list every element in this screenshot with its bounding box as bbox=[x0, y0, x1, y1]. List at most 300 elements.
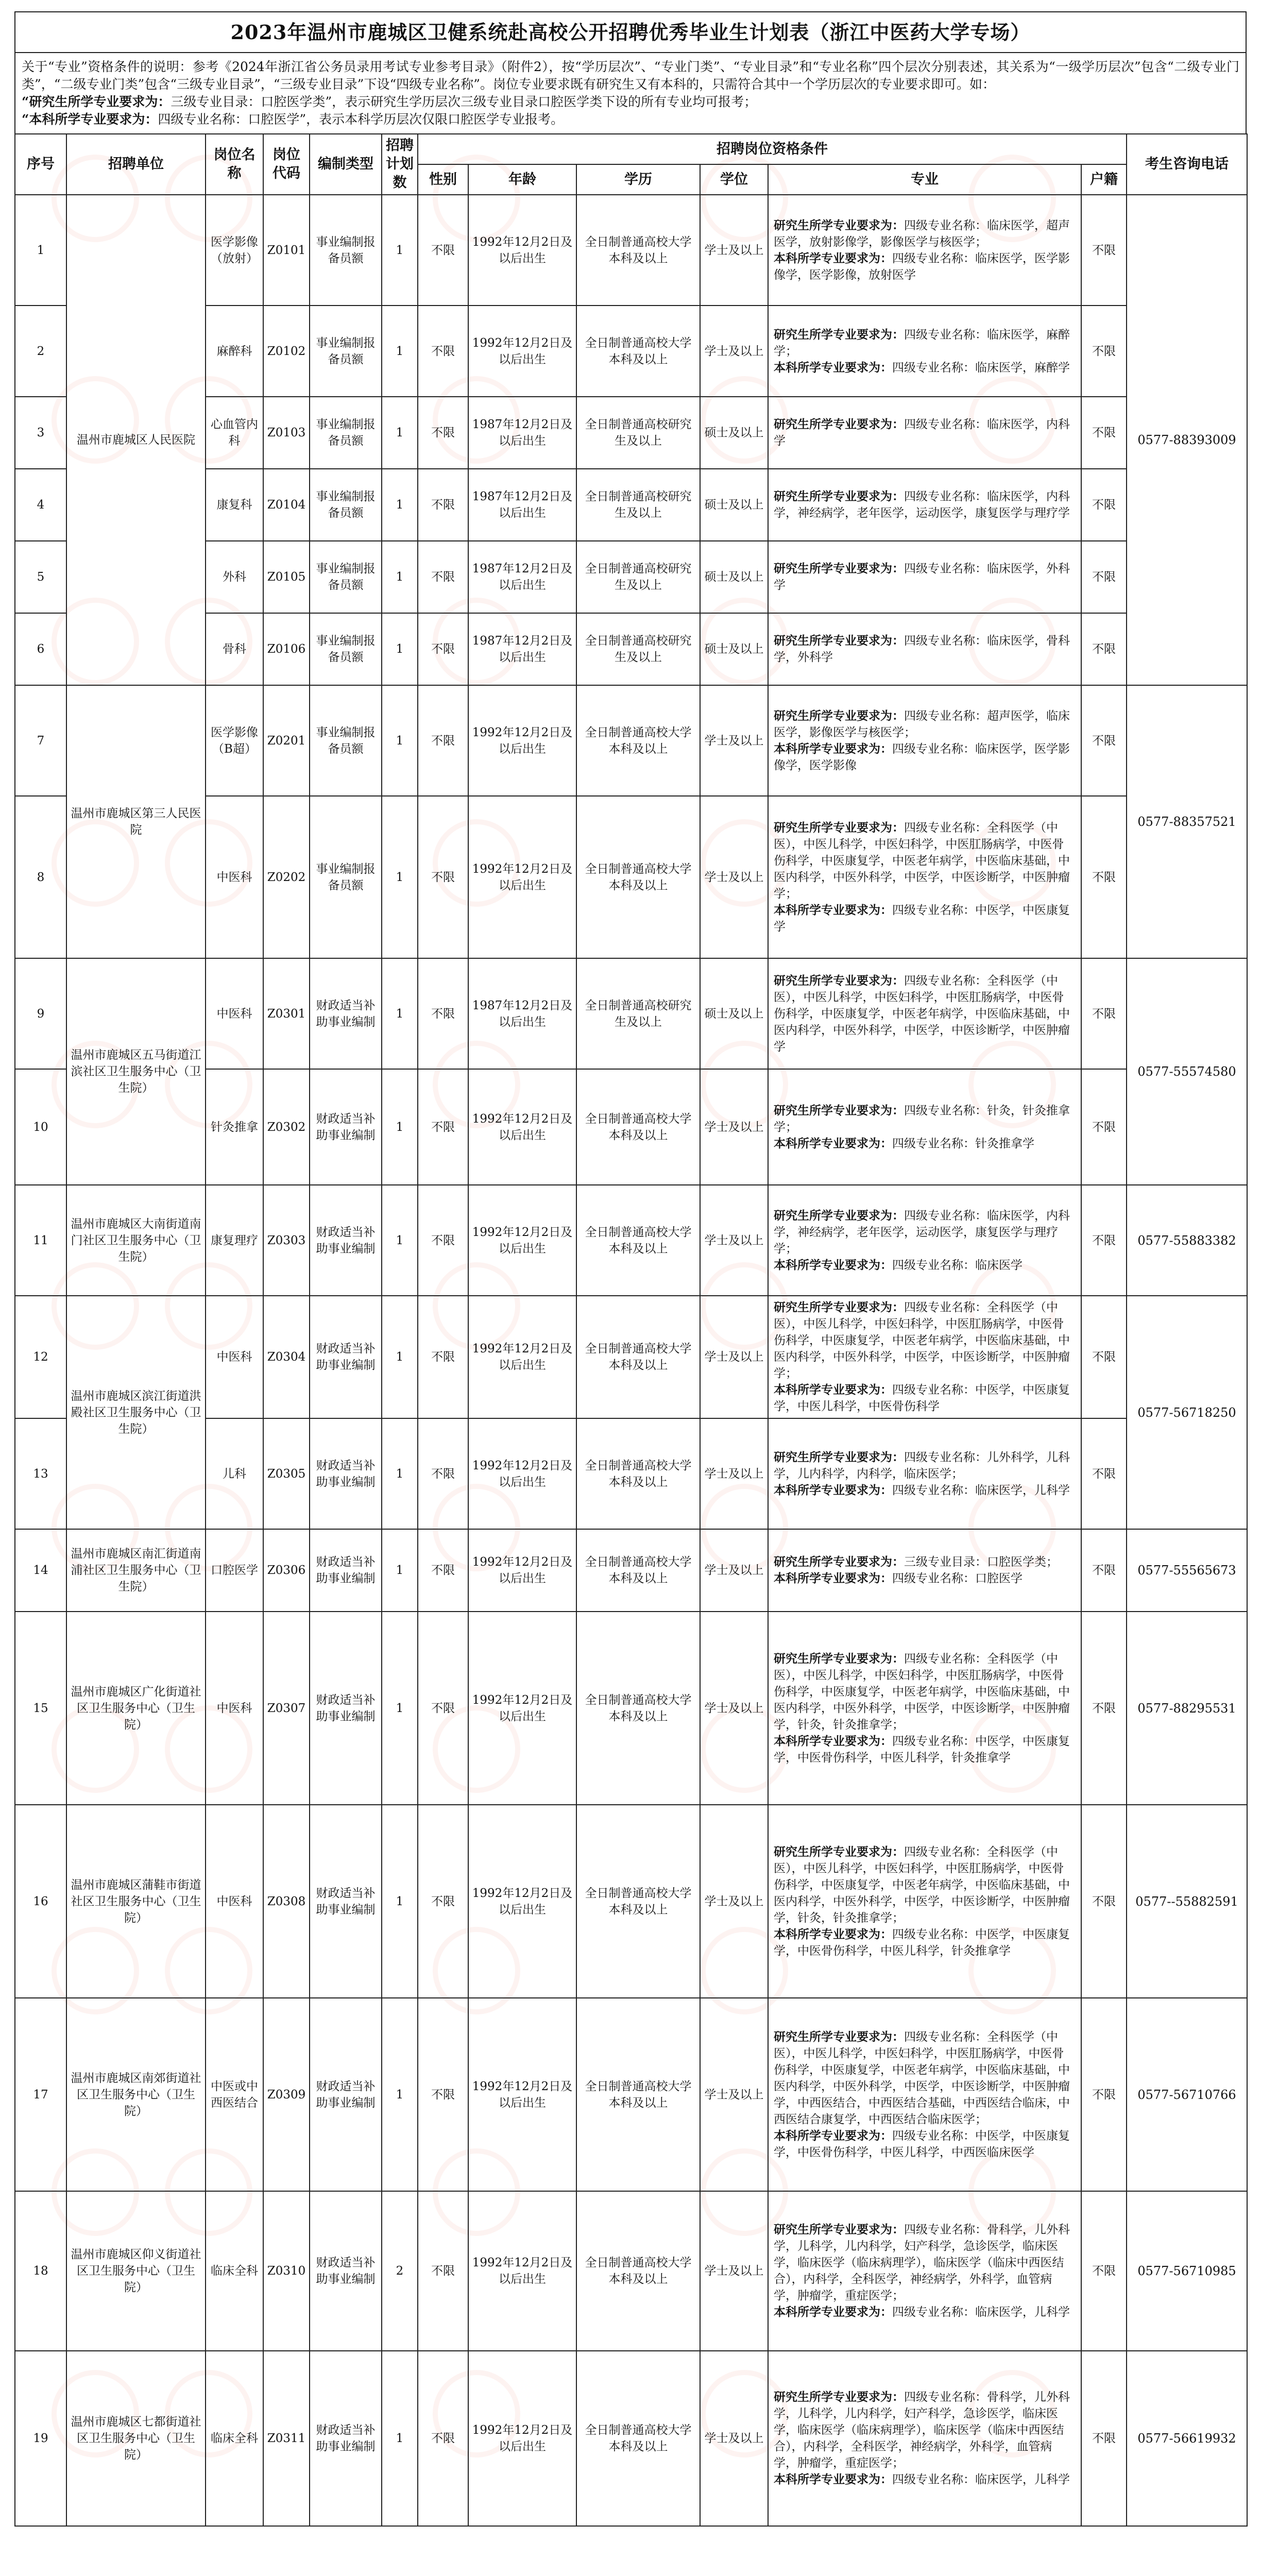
grad-major-label: 研究生所学专业要求为： bbox=[774, 562, 904, 575]
cell-staff-type: 财政适当补助事业编制 bbox=[310, 1069, 382, 1185]
cell-hukou: 不限 bbox=[1081, 613, 1127, 685]
cell-degree: 学士及以上 bbox=[700, 685, 768, 796]
cell-plan: 1 bbox=[382, 796, 418, 958]
cell-hukou: 不限 bbox=[1081, 306, 1127, 397]
cell-post-code: Z0102 bbox=[263, 306, 310, 397]
cell-post-name: 临床全科 bbox=[206, 2351, 263, 2526]
ug-major-text: 四级专业名称：临床医学，儿科学 bbox=[892, 2473, 1070, 2486]
cell-education: 全日制普通高校大学本科及以上 bbox=[576, 1185, 700, 1296]
notes-line-3-label: “本科所学专业要求为： bbox=[22, 112, 158, 127]
cell-staff-type: 事业编制报备员额 bbox=[310, 469, 382, 541]
cell-staff-type: 财政适当补助事业编制 bbox=[310, 958, 382, 1069]
notes-line-1: 关于“专业”资格条件的说明：参考《2024年浙江省公务员录用考试专业参考目录》（附件2），按“学历层次”、“专业门类”、“专业目录”和“专业名称”四个层次分别表述，其关系为“一级学历层次”包含“二级专业门类”，“二级专业门类”包含“三级专业目录”，“三级专业目录”下设“四级专业名称”。岗位专业要求既有研究生又有本科的，只需符合其中一个学历层次的专业要求即可。如： bbox=[22, 59, 1239, 92]
ug-major-text: 四级专业名称：口腔医学 bbox=[892, 1572, 1023, 1585]
ug-major-text: 四级专业名称：针灸推拿学 bbox=[892, 1137, 1034, 1150]
document-title: 2023年温州市鹿城区卫健系统赴高校公开招聘优秀毕业生计划表（浙江中医药大学专场） bbox=[14, 11, 1247, 52]
cell-plan: 1 bbox=[382, 958, 418, 1069]
cell-major bbox=[768, 1529, 1081, 1612]
grad-major-text: 四级专业名称：临床医学，麻醉学； bbox=[774, 328, 1070, 358]
cell-age: 1992年12月2日及以后出生 bbox=[468, 2351, 576, 2526]
cell-age: 1992年12月2日及以后出生 bbox=[468, 195, 576, 306]
grad-major-label: 研究生所学专业要求为： bbox=[774, 634, 904, 648]
cell-age: 1992年12月2日及以后出生 bbox=[468, 1418, 576, 1529]
grad-major-label: 研究生所学专业要求为： bbox=[774, 1450, 904, 1464]
cell-hukou: 不限 bbox=[1081, 1805, 1127, 1998]
cell-seq: 2 bbox=[15, 306, 66, 397]
cell-post-code: Z0302 bbox=[263, 1069, 310, 1185]
cell-plan: 1 bbox=[382, 1529, 418, 1612]
grad-major-label: 研究生所学专业要求为： bbox=[774, 708, 904, 723]
cell-degree: 硕士及以上 bbox=[700, 613, 768, 685]
cell-hukou: 不限 bbox=[1081, 1529, 1127, 1612]
cell-unit: 温州市鹿城区第三人民医院 bbox=[66, 685, 206, 958]
grad-major-text: 四级专业名称：临床医学，内科学，神经病学，老年医学，运动医学，康复医学与理疗学； bbox=[774, 1209, 1070, 1256]
cell-hukou: 不限 bbox=[1081, 2191, 1127, 2351]
header-age: 年龄 bbox=[468, 164, 576, 195]
table-row bbox=[15, 1805, 1247, 1998]
cell-unit: 温州市鹿城区滨江街道洪殿社区卫生服务中心（卫生院） bbox=[66, 1296, 206, 1529]
cell-education: 全日制普通高校研究生及以上 bbox=[576, 958, 700, 1069]
cell-degree: 硕士及以上 bbox=[700, 469, 768, 541]
grad-major-label: 研究生所学专业要求为： bbox=[774, 1103, 904, 1117]
ug-major-label: 本科所学专业要求为： bbox=[774, 360, 892, 375]
cell-major bbox=[768, 1805, 1081, 1998]
grad-major-text: 四级专业名称：全科医学（中医），中医儿科学，中医妇科学，中医肛肠病学，中医骨伤科学，中医康复学，中医老年病学，中医临床基础，中医内科学，中医外科学，中医学，中医诊断学，中医肿瘤学，中西医结合，中西医结合基础，中西医结合临床，中西医结合康复学，中西医结合临床医学； bbox=[774, 2030, 1070, 2126]
cell-gender: 不限 bbox=[418, 541, 468, 613]
cell-education: 全日制普通高校大学本科及以上 bbox=[576, 195, 700, 306]
cell-staff-type: 财政适当补助事业编制 bbox=[310, 1612, 382, 1805]
notes-line-2 bbox=[22, 93, 1239, 111]
cell-post-name: 麻醉科 bbox=[206, 306, 263, 397]
grad-major-label: 研究生所学专业要求为： bbox=[774, 1300, 904, 1314]
cell-age: 1992年12月2日及以后出生 bbox=[468, 1069, 576, 1185]
document-page bbox=[14, 11, 1247, 2527]
cell-post-name: 骨科 bbox=[206, 613, 263, 685]
cell-degree: 学士及以上 bbox=[700, 796, 768, 958]
cell-post-code: Z0309 bbox=[263, 1998, 310, 2191]
cell-plan: 1 bbox=[382, 195, 418, 306]
cell-staff-type: 财政适当补助事业编制 bbox=[310, 2191, 382, 2351]
table-row bbox=[15, 685, 1247, 796]
cell-post-code: Z0101 bbox=[263, 195, 310, 306]
cell-gender: 不限 bbox=[418, 1418, 468, 1529]
grad-major-text: 四级专业名称：骨科学，儿外科学，儿科学，儿内科学，妇产科学，急诊医学，临床医学，临床医学（临床病理学），临床医学（临床中西医结合），内科学，全科医学，神经病学，外科学，血管病学，肿瘤学，重症医学； bbox=[774, 2391, 1070, 2470]
ug-major-label: 本科所学专业要求为： bbox=[774, 903, 892, 917]
cell-post-name: 中医科 bbox=[206, 1805, 263, 1998]
ug-major-text: 四级专业名称：中医学，中医康复学 bbox=[774, 903, 1070, 934]
cell-degree: 学士及以上 bbox=[700, 1418, 768, 1529]
grad-major-text: 四级专业名称：临床医学，骨科学，外科学 bbox=[774, 634, 1070, 664]
header-plan: 招聘计划数 bbox=[382, 134, 418, 195]
cell-post-code: Z0201 bbox=[263, 685, 310, 796]
cell-age: 1987年12月2日及以后出生 bbox=[468, 397, 576, 469]
cell-education: 全日制普通高校大学本科及以上 bbox=[576, 685, 700, 796]
cell-seq: 12 bbox=[15, 1296, 66, 1418]
cell-staff-type: 事业编制报备员额 bbox=[310, 541, 382, 613]
cell-seq: 14 bbox=[15, 1529, 66, 1612]
cell-gender: 不限 bbox=[418, 397, 468, 469]
cell-gender: 不限 bbox=[418, 306, 468, 397]
header-unit: 招聘单位 bbox=[66, 134, 206, 195]
cell-degree: 硕士及以上 bbox=[700, 541, 768, 613]
grad-major-text: 四级专业名称：临床医学，外科学 bbox=[774, 562, 1070, 592]
cell-hukou: 不限 bbox=[1081, 1612, 1127, 1805]
grad-major-label: 研究生所学专业要求为： bbox=[774, 973, 904, 988]
table-row bbox=[15, 1185, 1247, 1296]
cell-degree: 学士及以上 bbox=[700, 1296, 768, 1418]
cell-staff-type: 事业编制报备员额 bbox=[310, 685, 382, 796]
ug-major-label: 本科所学专业要求为： bbox=[774, 2128, 892, 2143]
recruitment-table bbox=[14, 133, 1248, 2527]
cell-degree: 学士及以上 bbox=[700, 1069, 768, 1185]
cell-phone: 0577-56710766 bbox=[1127, 1998, 1247, 2191]
cell-major bbox=[768, 1998, 1081, 2191]
grad-major-label: 研究生所学专业要求为： bbox=[774, 1208, 904, 1223]
cell-gender: 不限 bbox=[418, 1805, 468, 1998]
cell-seq: 13 bbox=[15, 1418, 66, 1529]
cell-seq: 17 bbox=[15, 1998, 66, 2191]
cell-gender: 不限 bbox=[418, 613, 468, 685]
cell-unit: 温州市鹿城区广化街道社区卫生服务中心（卫生院） bbox=[66, 1612, 206, 1805]
cell-hukou: 不限 bbox=[1081, 1185, 1127, 1296]
cell-gender: 不限 bbox=[418, 1069, 468, 1185]
cell-major bbox=[768, 397, 1081, 469]
cell-seq: 6 bbox=[15, 613, 66, 685]
cell-unit: 温州市鹿城区七都街道社区卫生服务中心（卫生院） bbox=[66, 2351, 206, 2526]
grad-major-text: 四级专业名称：骨科学，儿外科学，儿科学，儿内科学，妇产科学，急诊医学，临床医学，临床医学（临床病理学），临床医学（临床中西医结合），内科学，全科医学，神经病学，外科学，血管病学，肿瘤学，重症医学； bbox=[774, 2223, 1070, 2302]
grad-major-text: 四级专业名称：全科医学（中医），中医儿科学，中医妇科学，中医肛肠病学，中医骨伤科学，中医康复学，中医老年病学，中医临床基础，中医内科学，中医外科学，中医学，中医诊断学，中医肿瘤学，针灸，针灸推拿学； bbox=[774, 1652, 1070, 1732]
grad-major-text: 四级专业名称：全科医学（中医），中医儿科学，中医妇科学，中医肛肠病学，中医骨伤科学，中医康复学，中医老年病学，中医临床基础，中医内科学，中医外科学，中医学，中医诊断学，中医肿瘤学； bbox=[774, 1301, 1070, 1380]
grad-major-text: 四级专业名称：全科医学（中医），中医儿科学，中医妇科学，中医肛肠病学，中医骨伤科学，中医康复学，中医老年病学，中医临床基础，中医内科学，中医外科学，中医学，中医诊断学，中医肿瘤学，针灸，针灸推拿学； bbox=[774, 1845, 1070, 1925]
header-post-code: 岗位代码 bbox=[263, 134, 310, 195]
cell-education: 全日制普通高校大学本科及以上 bbox=[576, 1805, 700, 1998]
cell-degree: 学士及以上 bbox=[700, 2191, 768, 2351]
cell-hukou: 不限 bbox=[1081, 2351, 1127, 2526]
cell-seq: 8 bbox=[15, 796, 66, 958]
ug-major-label: 本科所学专业要求为： bbox=[774, 1734, 892, 1748]
cell-staff-type: 事业编制报备员额 bbox=[310, 195, 382, 306]
cell-plan: 2 bbox=[382, 2191, 418, 2351]
ug-major-label: 本科所学专业要求为： bbox=[774, 2472, 892, 2486]
cell-staff-type: 财政适当补助事业编制 bbox=[310, 1529, 382, 1612]
cell-plan: 1 bbox=[382, 1185, 418, 1296]
ug-major-text: 四级专业名称：临床医学，儿科学 bbox=[892, 1483, 1070, 1497]
cell-age: 1992年12月2日及以后出生 bbox=[468, 306, 576, 397]
cell-post-code: Z0305 bbox=[263, 1418, 310, 1529]
header-hukou: 户籍 bbox=[1081, 164, 1127, 195]
cell-education: 全日制普通高校研究生及以上 bbox=[576, 613, 700, 685]
cell-gender: 不限 bbox=[418, 1296, 468, 1418]
cell-unit: 温州市鹿城区蒲鞋市街道社区卫生服务中心（卫生院） bbox=[66, 1805, 206, 1998]
header-phone: 考生咨询电话 bbox=[1127, 134, 1247, 195]
cell-post-name: 中医或中西医结合 bbox=[206, 1998, 263, 2191]
cell-post-code: Z0301 bbox=[263, 958, 310, 1069]
cell-post-code: Z0103 bbox=[263, 397, 310, 469]
cell-major bbox=[768, 195, 1081, 306]
cell-seq: 18 bbox=[15, 2191, 66, 2351]
cell-age: 1992年12月2日及以后出生 bbox=[468, 1612, 576, 1805]
cell-post-name: 医学影像（B超） bbox=[206, 685, 263, 796]
cell-education: 全日制普通高校研究生及以上 bbox=[576, 541, 700, 613]
cell-plan: 1 bbox=[382, 469, 418, 541]
cell-age: 1992年12月2日及以后出生 bbox=[468, 1529, 576, 1612]
cell-plan: 1 bbox=[382, 2351, 418, 2526]
cell-age: 1992年12月2日及以后出生 bbox=[468, 685, 576, 796]
notes-line-2-text: 三级专业目录：口腔医学类”，表示研究生学历层次三级专业目录口腔医学类下设的所有专业均可报考； bbox=[171, 94, 757, 109]
header-seq: 序号 bbox=[15, 134, 66, 195]
cell-post-name: 康复理疗 bbox=[206, 1185, 263, 1296]
cell-hukou: 不限 bbox=[1081, 469, 1127, 541]
cell-staff-type: 财政适当补助事业编制 bbox=[310, 2351, 382, 2526]
cell-hukou: 不限 bbox=[1081, 1418, 1127, 1529]
header-post-name: 岗位名称 bbox=[206, 134, 263, 195]
cell-unit: 温州市鹿城区五马街道江滨社区卫生服务中心（卫生院） bbox=[66, 958, 206, 1185]
table-row bbox=[15, 195, 1247, 306]
cell-phone: 0577-56718250 bbox=[1127, 1296, 1247, 1529]
cell-major bbox=[768, 1612, 1081, 1805]
cell-major bbox=[768, 2351, 1081, 2526]
cell-degree: 学士及以上 bbox=[700, 2351, 768, 2526]
cell-education: 全日制普通高校大学本科及以上 bbox=[576, 1612, 700, 1805]
cell-education: 全日制普通高校研究生及以上 bbox=[576, 397, 700, 469]
cell-hukou: 不限 bbox=[1081, 541, 1127, 613]
cell-hukou: 不限 bbox=[1081, 958, 1127, 1069]
cell-age: 1992年12月2日及以后出生 bbox=[468, 1296, 576, 1418]
cell-plan: 1 bbox=[382, 306, 418, 397]
ug-major-text: 四级专业名称：中医学，中医康复学，中医骨伤科学，中医儿科学，针灸推拿学 bbox=[774, 1927, 1070, 1958]
table-row bbox=[15, 2351, 1247, 2526]
notes-line-2-label: “研究生所学专业要求为： bbox=[22, 94, 171, 109]
cell-plan: 1 bbox=[382, 1612, 418, 1805]
cell-post-name: 临床全科 bbox=[206, 2191, 263, 2351]
ug-major-text: 四级专业名称：中医学，中医康复学，中医骨伤科学，中医儿科学，针灸推拿学 bbox=[774, 1734, 1070, 1765]
cell-unit: 温州市鹿城区南郊街道社区卫生服务中心（卫生院） bbox=[66, 1998, 206, 2191]
cell-phone: 0577--55882591 bbox=[1127, 1805, 1247, 1998]
cell-post-code: Z0306 bbox=[263, 1529, 310, 1612]
cell-post-code: Z0311 bbox=[263, 2351, 310, 2526]
cell-seq: 4 bbox=[15, 469, 66, 541]
cell-age: 1987年12月2日及以后出生 bbox=[468, 613, 576, 685]
cell-staff-type: 财政适当补助事业编制 bbox=[310, 1185, 382, 1296]
cell-age: 1992年12月2日及以后出生 bbox=[468, 1805, 576, 1998]
ug-major-label: 本科所学专业要求为： bbox=[774, 2305, 892, 2319]
table-body bbox=[15, 195, 1247, 2526]
cell-post-name: 中医科 bbox=[206, 958, 263, 1069]
cell-seq: 11 bbox=[15, 1185, 66, 1296]
cell-age: 1987年12月2日及以后出生 bbox=[468, 958, 576, 1069]
cell-unit: 温州市鹿城区大南街道南门社区卫生服务中心（卫生院） bbox=[66, 1185, 206, 1296]
cell-post-code: Z0308 bbox=[263, 1805, 310, 1998]
table-row bbox=[15, 2191, 1247, 2351]
cell-plan: 1 bbox=[382, 685, 418, 796]
header-major: 专业 bbox=[768, 164, 1081, 195]
cell-hukou: 不限 bbox=[1081, 685, 1127, 796]
cell-phone: 0577-88295531 bbox=[1127, 1612, 1247, 1805]
cell-gender: 不限 bbox=[418, 958, 468, 1069]
cell-gender: 不限 bbox=[418, 1185, 468, 1296]
cell-post-code: Z0310 bbox=[263, 2191, 310, 2351]
cell-seq: 19 bbox=[15, 2351, 66, 2526]
cell-education: 全日制普通高校大学本科及以上 bbox=[576, 796, 700, 958]
cell-education: 全日制普通高校大学本科及以上 bbox=[576, 2191, 700, 2351]
cell-phone: 0577-88393009 bbox=[1127, 195, 1247, 685]
cell-seq: 5 bbox=[15, 541, 66, 613]
ug-major-text: 四级专业名称：中医学，中医康复学，中医儿科学，中医骨伤科学 bbox=[774, 1383, 1070, 1413]
cell-education: 全日制普通高校大学本科及以上 bbox=[576, 1069, 700, 1185]
cell-post-name: 康复科 bbox=[206, 469, 263, 541]
table-row bbox=[15, 1529, 1247, 1612]
cell-plan: 1 bbox=[382, 397, 418, 469]
cell-staff-type: 财政适当补助事业编制 bbox=[310, 1418, 382, 1529]
cell-gender: 不限 bbox=[418, 195, 468, 306]
cell-post-name: 中医科 bbox=[206, 796, 263, 958]
cell-major bbox=[768, 1069, 1081, 1185]
cell-staff-type: 财政适当补助事业编制 bbox=[310, 1296, 382, 1418]
header-row-1 bbox=[15, 134, 1247, 164]
cell-education: 全日制普通高校大学本科及以上 bbox=[576, 1418, 700, 1529]
ug-major-label: 本科所学专业要求为： bbox=[774, 1136, 892, 1150]
cell-unit: 温州市鹿城区南汇街道南浦社区卫生服务中心（卫生院） bbox=[66, 1529, 206, 1612]
cell-degree: 学士及以上 bbox=[700, 1805, 768, 1998]
cell-degree: 硕士及以上 bbox=[700, 958, 768, 1069]
cell-plan: 1 bbox=[382, 1805, 418, 1998]
cell-staff-type: 事业编制报备员额 bbox=[310, 796, 382, 958]
cell-staff-type: 事业编制报备员额 bbox=[310, 306, 382, 397]
cell-post-name: 心血管内科 bbox=[206, 397, 263, 469]
cell-education: 全日制普通高校大学本科及以上 bbox=[576, 1529, 700, 1612]
cell-post-name: 儿科 bbox=[206, 1418, 263, 1529]
cell-age: 1992年12月2日及以后出生 bbox=[468, 796, 576, 958]
grad-major-text: 四级专业名称：儿外科学，儿科学，儿内科学，内科学，临床医学； bbox=[774, 1450, 1070, 1481]
table-row bbox=[15, 1998, 1247, 2191]
cell-seq: 7 bbox=[15, 685, 66, 796]
cell-post-name: 外科 bbox=[206, 541, 263, 613]
cell-seq: 1 bbox=[15, 195, 66, 306]
ug-major-label: 本科所学专业要求为： bbox=[774, 1383, 892, 1397]
cell-education: 全日制普通高校大学本科及以上 bbox=[576, 1998, 700, 2191]
ug-major-label: 本科所学专业要求为： bbox=[774, 1258, 892, 1272]
grad-major-label: 研究生所学专业要求为： bbox=[774, 1651, 904, 1666]
cell-staff-type: 财政适当补助事业编制 bbox=[310, 1805, 382, 1998]
table-row bbox=[15, 958, 1247, 1069]
cell-phone: 0577-56619932 bbox=[1127, 2351, 1247, 2526]
cell-age: 1992年12月2日及以后出生 bbox=[468, 1185, 576, 1296]
grad-major-label: 研究生所学专业要求为： bbox=[774, 2223, 904, 2236]
notes-section bbox=[14, 52, 1247, 133]
ug-major-label: 本科所学专业要求为： bbox=[774, 741, 892, 756]
cell-gender: 不限 bbox=[418, 2191, 468, 2351]
cell-gender: 不限 bbox=[418, 1529, 468, 1612]
cell-post-name: 医学影像（放射） bbox=[206, 195, 263, 306]
cell-seq: 15 bbox=[15, 1612, 66, 1805]
cell-staff-type: 事业编制报备员额 bbox=[310, 397, 382, 469]
cell-phone: 0577-56710985 bbox=[1127, 2191, 1247, 2351]
cell-post-code: Z0304 bbox=[263, 1296, 310, 1418]
header-conditions: 招聘岗位资格条件 bbox=[418, 134, 1127, 164]
ug-major-text: 四级专业名称：中医学，中医康复学，中医骨伤科学，中医儿科学，中西医临床医学 bbox=[774, 2129, 1070, 2159]
cell-education: 全日制普通高校大学本科及以上 bbox=[576, 2351, 700, 2526]
grad-major-label: 研究生所学专业要求为： bbox=[774, 1555, 904, 1569]
cell-degree: 学士及以上 bbox=[700, 1185, 768, 1296]
grad-major-text: 四级专业名称：临床医学，超声医学，放射影像学，影像医学与核医学； bbox=[774, 218, 1070, 249]
cell-post-name: 针灸推拿 bbox=[206, 1069, 263, 1185]
cell-seq: 16 bbox=[15, 1805, 66, 1998]
cell-major bbox=[768, 958, 1081, 1069]
cell-hukou: 不限 bbox=[1081, 195, 1127, 306]
grad-major-text: 四级专业名称：超声医学，临床医学，影像医学与核医学； bbox=[774, 709, 1070, 739]
ug-major-text: 四级专业名称：临床医学，麻醉学 bbox=[892, 361, 1070, 375]
grad-major-label: 研究生所学专业要求为： bbox=[774, 820, 904, 835]
cell-plan: 1 bbox=[382, 1998, 418, 2191]
cell-phone: 0577-55883382 bbox=[1127, 1185, 1247, 1296]
grad-major-text: 四级专业名称：临床医学，内科学 bbox=[774, 418, 1070, 448]
cell-hukou: 不限 bbox=[1081, 1296, 1127, 1418]
cell-phone: 0577-55574580 bbox=[1127, 958, 1247, 1185]
notes-line-3 bbox=[22, 111, 1239, 128]
grad-major-label: 研究生所学专业要求为： bbox=[774, 2390, 904, 2404]
ug-major-text: 四级专业名称：临床医学，医学影像学，医学影像，放射医学 bbox=[774, 251, 1070, 282]
cell-gender: 不限 bbox=[418, 1998, 468, 2191]
cell-post-code: Z0106 bbox=[263, 613, 310, 685]
grad-major-text: 四级专业名称：全科医学（中医），中医儿科学，中医妇科学，中医肛肠病学，中医骨伤科学，中医康复学，中医老年病学，中医临床基础，中医内科学，中医外科学，中医学，中医诊断学，中医肿瘤学 bbox=[774, 974, 1070, 1054]
cell-age: 1987年12月2日及以后出生 bbox=[468, 541, 576, 613]
header-degree: 学位 bbox=[700, 164, 768, 195]
cell-unit: 温州市鹿城区人民医院 bbox=[66, 195, 206, 685]
table-row bbox=[15, 1296, 1247, 1418]
cell-plan: 1 bbox=[382, 541, 418, 613]
cell-gender: 不限 bbox=[418, 685, 468, 796]
grad-major-text: 四级专业名称：临床医学，内科学，神经病学，老年医学，运动医学，康复医学与理疗学 bbox=[774, 490, 1070, 520]
header-staff-type: 编制类型 bbox=[310, 134, 382, 195]
cell-major bbox=[768, 541, 1081, 613]
header-education: 学历 bbox=[576, 164, 700, 195]
grad-major-text: 三级专业目录：口腔医学类； bbox=[904, 1555, 1058, 1569]
cell-post-name: 中医科 bbox=[206, 1296, 263, 1418]
cell-major bbox=[768, 1185, 1081, 1296]
grad-major-label: 研究生所学专业要求为： bbox=[774, 1844, 904, 1859]
cell-seq: 9 bbox=[15, 958, 66, 1069]
cell-post-code: Z0307 bbox=[263, 1612, 310, 1805]
cell-post-code: Z0202 bbox=[263, 796, 310, 958]
cell-major bbox=[768, 685, 1081, 796]
cell-major bbox=[768, 613, 1081, 685]
cell-hukou: 不限 bbox=[1081, 1069, 1127, 1185]
table-row bbox=[15, 1612, 1247, 1805]
ug-major-text: 四级专业名称：临床医学，儿科学 bbox=[892, 2306, 1070, 2319]
cell-gender: 不限 bbox=[418, 469, 468, 541]
cell-plan: 1 bbox=[382, 1296, 418, 1418]
grad-major-label: 研究生所学专业要求为： bbox=[774, 218, 904, 232]
cell-staff-type: 财政适当补助事业编制 bbox=[310, 1998, 382, 2191]
cell-seq: 3 bbox=[15, 397, 66, 469]
cell-phone: 0577-55565673 bbox=[1127, 1529, 1247, 1612]
grad-major-label: 研究生所学专业要求为： bbox=[774, 327, 904, 342]
cell-seq: 10 bbox=[15, 1069, 66, 1185]
cell-gender: 不限 bbox=[418, 796, 468, 958]
cell-major bbox=[768, 796, 1081, 958]
cell-degree: 学士及以上 bbox=[700, 1998, 768, 2191]
cell-gender: 不限 bbox=[418, 1612, 468, 1805]
ug-major-text: 四级专业名称：临床医学 bbox=[892, 1258, 1023, 1272]
cell-hukou: 不限 bbox=[1081, 397, 1127, 469]
cell-unit: 温州市鹿城区仰义街道社区卫生服务中心（卫生院） bbox=[66, 2191, 206, 2351]
cell-age: 1987年12月2日及以后出生 bbox=[468, 469, 576, 541]
cell-degree: 学士及以上 bbox=[700, 1529, 768, 1612]
cell-major bbox=[768, 1418, 1081, 1529]
cell-education: 全日制普通高校大学本科及以上 bbox=[576, 306, 700, 397]
cell-post-code: Z0105 bbox=[263, 541, 310, 613]
cell-plan: 1 bbox=[382, 1069, 418, 1185]
